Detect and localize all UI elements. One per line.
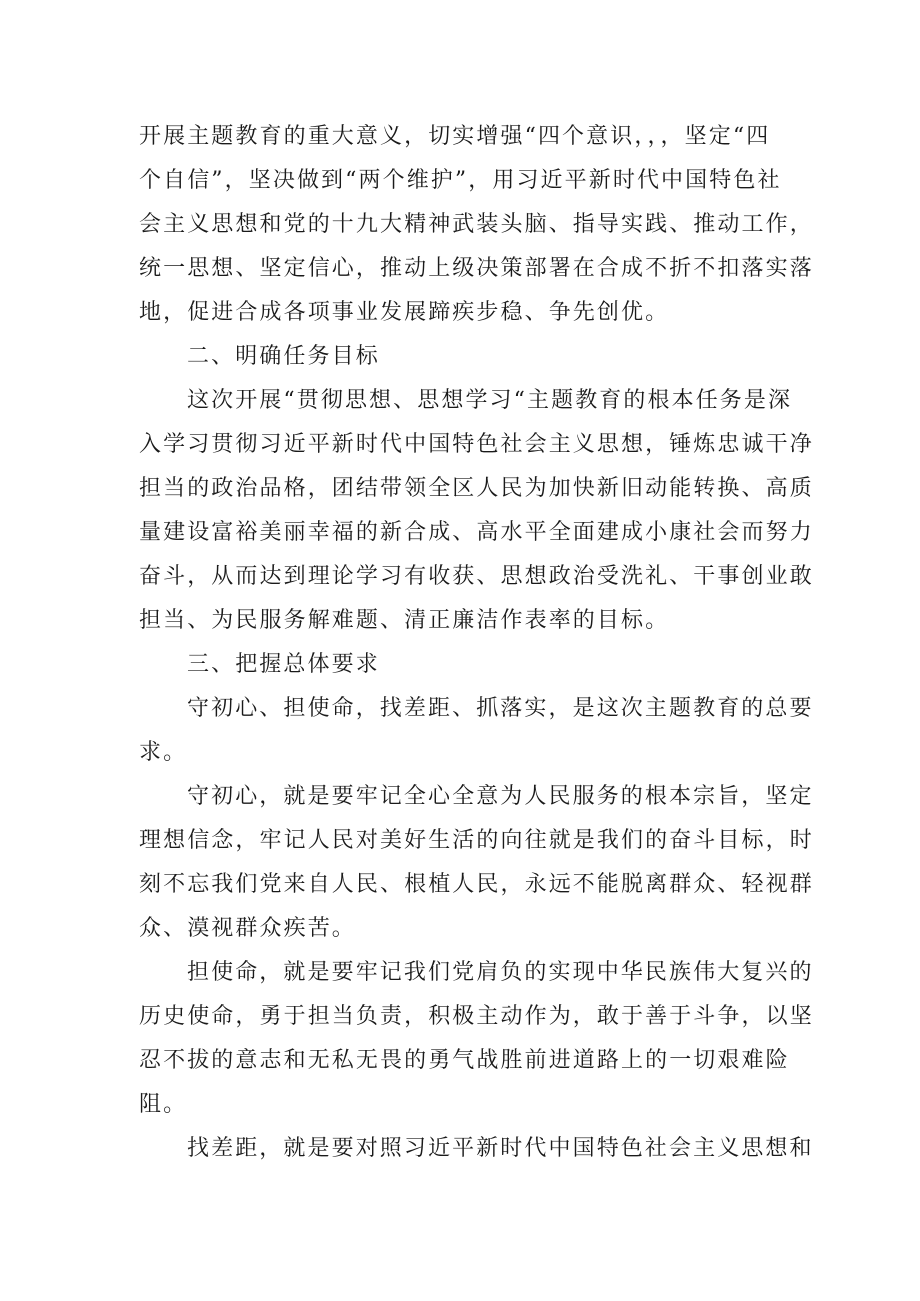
text-line: 担当、为民服务解难题、清正廉洁作表率的目标。 xyxy=(139,608,670,633)
text-line: 奋斗，从而达到理论学习有收获、思想政治受洗礼、干事创业敢 xyxy=(139,564,814,589)
text-line: 量建设富裕美丽幸福的新合成、高水平全面建成小康社会而努力 xyxy=(139,520,814,545)
text-line: 开展主题教育的重大意义，切实增强“四个意识，，，坚定“四 xyxy=(139,124,771,149)
text-line: 会主义思想和党的十九大精神武装头脑、指导实践、推动工作， xyxy=(139,212,814,237)
text-line: 找差距，就是要对照习近平新时代中国特色社会主义思想和 xyxy=(187,1136,814,1161)
text-line: 历史使命，勇于担当负责，积极主动作为，敢于善于斗争，以坚 xyxy=(139,1004,814,1029)
text-line: 个自信”，坚决做到“两个维护”，用习近平新时代中国特色社 xyxy=(139,168,782,193)
document-body xyxy=(139,115,814,1171)
text-line: 担当的政治品格，团结带领全区人民为加快新旧动能转换、高质 xyxy=(139,476,814,501)
text-line: 入学习贯彻习近平新时代中国特色社会主义思想，锤炼忠诚干净 xyxy=(139,432,814,457)
text-line: 阻。 xyxy=(139,1092,188,1117)
text-line: 众、漠视群众疾苦。 xyxy=(139,916,356,941)
text-line: 求。 xyxy=(139,740,188,765)
text-line: 二、明确任务目标 xyxy=(187,344,380,369)
text-line: 担使命，就是要牢记我们党肩负的实现中华民族伟大复兴的 xyxy=(187,960,814,985)
text-line: 忍不拔的意志和无私无畏的勇气战胜前进道路上的一切艰难险 xyxy=(139,1048,790,1073)
text-line: 刻不忘我们党来自人民、根植人民，永远不能脱离群众、轻视群 xyxy=(139,872,814,897)
text-line: 三、把握总体要求 xyxy=(187,652,380,677)
text-line: 守初心、担使命，找差距、抓落实，是这次主题教育的总要 xyxy=(187,696,814,721)
text-line: 守初心，就是要牢记全心全意为人民服务的根本宗旨，坚定 xyxy=(187,784,814,809)
text-line: 理想信念，牢记人民对美好生活的向往就是我们的奋斗目标，时 xyxy=(139,828,814,853)
text-line: 统一思想、坚定信心，推动上级决策部署在合成不折不扣落实落 xyxy=(139,256,814,281)
text-line: 这次开展“贯彻思想、思想学习“主题教育的根本任务是深 xyxy=(187,388,793,413)
text-line: 地，促进合成各项事业发展蹄疾步稳、争先创优。 xyxy=(139,300,670,325)
